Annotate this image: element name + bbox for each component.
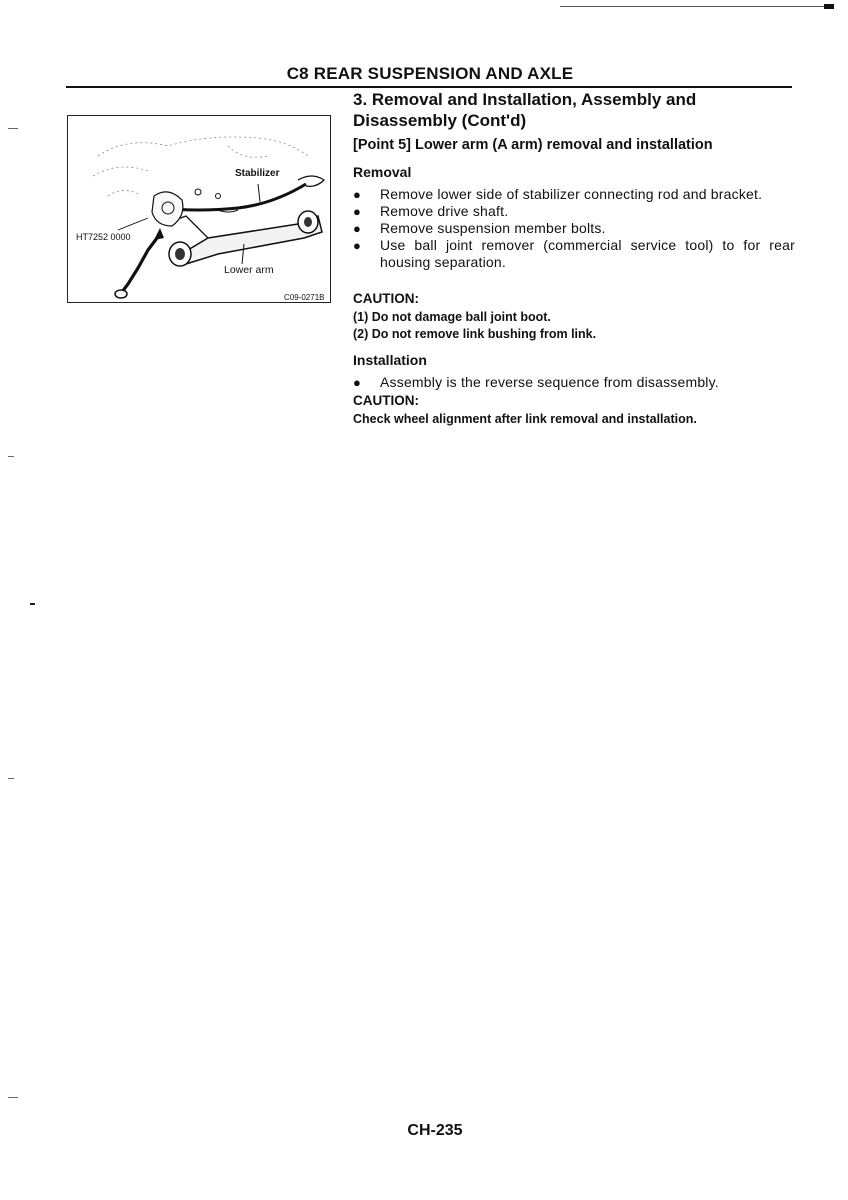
list-item	[353, 203, 795, 220]
removal-title: Removal	[353, 164, 412, 180]
list-item	[353, 220, 795, 237]
figure-tool-code: HT7252 0000	[76, 232, 131, 242]
removal-bullet-list	[353, 186, 795, 271]
bullet-text: Use ball joint remover (commercial service tool) to for rear housing separation.	[380, 237, 795, 270]
scan-speck	[30, 603, 35, 605]
scan-speck	[8, 1097, 18, 1098]
bullet-icon: ●	[353, 187, 362, 202]
figure-label-lower-arm: Lower arm	[224, 264, 274, 276]
page-number: CH-235	[407, 1122, 463, 1139]
bullet-icon: ●	[353, 375, 362, 390]
installation-caution-label: CAUTION:	[353, 393, 419, 408]
header-rule	[66, 86, 792, 88]
point-heading: [Point 5] Lower arm (A arm) removal and installation	[353, 137, 713, 153]
bullet-icon: ●	[353, 204, 362, 219]
bullet-icon: ●	[353, 238, 362, 253]
scan-speck	[8, 128, 18, 129]
scan-speck	[8, 456, 14, 457]
bullet-text: Remove drive shaft.	[380, 203, 509, 219]
removal-caution-label: CAUTION:	[353, 291, 419, 306]
bullet-text: Assembly is the reverse sequence from disassembly.	[380, 374, 719, 390]
scan-speck	[8, 778, 14, 779]
bullet-icon: ●	[353, 221, 362, 236]
installation-bullet-list	[353, 374, 795, 391]
figure-label-stabilizer: Stabilizer	[235, 168, 280, 179]
top-scan-line	[560, 6, 830, 7]
suspension-illustration	[68, 116, 332, 304]
list-item	[353, 374, 795, 391]
heading-line-2: Disassembly (Cont'd)	[353, 111, 527, 130]
top-scan-mark	[824, 4, 834, 9]
heading-line-1: 3. Removal and Installation, Assembly and	[353, 90, 697, 109]
installation-title: Installation	[353, 352, 427, 368]
removal-caution-item-1: (1) Do not damage ball joint boot.	[353, 310, 551, 324]
lower-arm-figure	[67, 115, 331, 303]
bullet-text: Remove lower side of stabilizer connecting rod and bracket.	[380, 186, 763, 202]
list-item	[353, 186, 795, 203]
section-title: C8 REAR SUSPENSION AND AXLE	[286, 64, 574, 83]
bullet-text: Remove suspension member bolts.	[380, 220, 606, 236]
figure-code: C09-0271B	[284, 293, 325, 302]
removal-caution-item-2: (2) Do not remove link bushing from link.	[353, 327, 597, 341]
installation-caution-text: Check wheel alignment after link removal and installation.	[353, 412, 697, 426]
list-item	[353, 237, 795, 271]
